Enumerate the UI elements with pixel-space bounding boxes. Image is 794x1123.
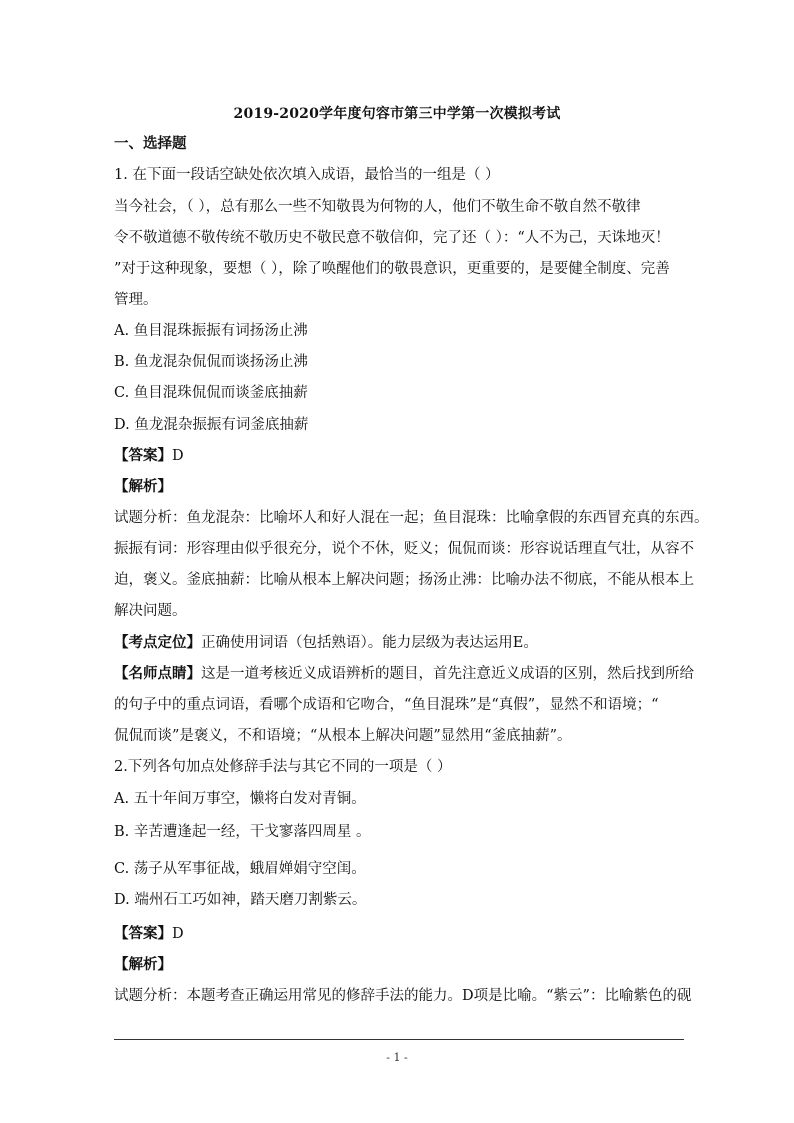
question-1-analysis-line: 试题分析：鱼龙混杂：比喻坏人和好人混在一起；鱼目混珠：比喻拿假的东西冒充真的东西。 bbox=[114, 510, 709, 526]
question-2-stem: 2.下列各句加点处修辞手法与其它不同的一项是（ ） bbox=[114, 759, 452, 775]
question-1-passage-line: 当今社会，（ ），总有那么一些不知敬畏为何物的人，他们不敬生命不敬自然不敬律 bbox=[114, 199, 641, 215]
question-1-analysis-line: 振振有词：形容理由似乎很充分，说个不休，贬义；侃侃而谈：形容说话理直气壮，从容不 bbox=[114, 541, 694, 557]
question-2-analysis-label: 【解析】 bbox=[114, 956, 172, 973]
question-2-option-b: B. 辛苦遭逢起一经，干戈寥落四周星 。 bbox=[114, 824, 371, 840]
question-1-mingshi bbox=[114, 665, 694, 683]
question-2-option-a: A. 五十年间万事空，懒将白发对青铜。 bbox=[114, 791, 366, 807]
question-2-analysis-line: 试题分析：本题考查正确运用常见的修辞手法的能力。D项是比喻。“紫云”：比喻紫色的砚 bbox=[114, 988, 692, 1004]
kaodian-label: 【考点定位】 bbox=[114, 634, 201, 651]
question-1-passage-line: ”对于这种现象，要想（ ），除了唤醒他们的敬畏意识，更重要的，是要健全制度、完善 bbox=[114, 261, 670, 277]
document-title: 2019-2020学年度句容市第三中学第一次模拟考试 bbox=[233, 106, 561, 122]
question-2-option-c: C. 荡子从军事征战，蛾眉婵娟守空闺。 bbox=[114, 861, 366, 877]
question-1-passage-line: 管理。 bbox=[114, 292, 158, 308]
question-1-mingshi-line: 侃侃而谈”是褒义，不和语境；“从根本上解决问题”显然用“釜底抽薪”。 bbox=[114, 728, 572, 744]
question-1-mingshi-line: 的句子中的重点词语，看哪个成语和它吻合，“鱼目混珠”是“真假”，显然不和语境；“ bbox=[114, 697, 659, 713]
question-1-analysis-line: 解决问题。 bbox=[114, 603, 187, 619]
question-1-passage-line: 令不敬道德不敬传统不敬历史不敬民意不敬信仰，完了还（ ）：“人不为己，天诛地灭！ bbox=[114, 230, 670, 246]
question-1-stem: 1. 在下面一段话空缺处依次填入成语，最恰当的一组是（ ） bbox=[114, 167, 500, 183]
question-1-option-c: C. 鱼目混珠侃侃而谈釜底抽薪 bbox=[114, 385, 308, 401]
question-2-option-d: D. 端州石工巧如神，踏天磨刀割紫云。 bbox=[114, 892, 367, 908]
question-1-option-a: A. 鱼目混珠振振有词扬汤止沸 bbox=[114, 323, 308, 339]
kaodian-text: 正确使用词语（包括熟语）。能力层级为表达运用E。 bbox=[201, 635, 538, 651]
question-1-kaodian bbox=[114, 634, 684, 652]
answer-value: D bbox=[172, 448, 184, 464]
footer-divider bbox=[114, 1039, 684, 1040]
question-1-analysis-label: 【解析】 bbox=[114, 478, 172, 495]
page-number: - 1 - bbox=[386, 1051, 408, 1064]
answer-value: D bbox=[172, 926, 184, 942]
question-1-option-d: D. 鱼龙混杂振振有词釜底抽薪 bbox=[114, 417, 309, 433]
answer-label: 【答案】 bbox=[114, 925, 172, 942]
mingshi-label: 【名师点睛】 bbox=[114, 665, 201, 682]
section-heading: 一、选择题 bbox=[114, 135, 187, 152]
question-1-answer bbox=[114, 447, 684, 465]
question-2-answer bbox=[114, 925, 684, 943]
mingshi-text: 这是一道考核近义成语辨析的题目，首先注意近义成语的区别，然后找到所给 bbox=[201, 666, 694, 682]
question-1-analysis-line: 迫，褒义。釜底抽薪：比喻从根本上解决问题；扬汤止沸：比喻办法不彻底，不能从根本上 bbox=[114, 572, 694, 588]
question-1-option-b: B. 鱼龙混杂侃侃而谈扬汤止沸 bbox=[114, 354, 308, 370]
answer-label: 【答案】 bbox=[114, 447, 172, 464]
